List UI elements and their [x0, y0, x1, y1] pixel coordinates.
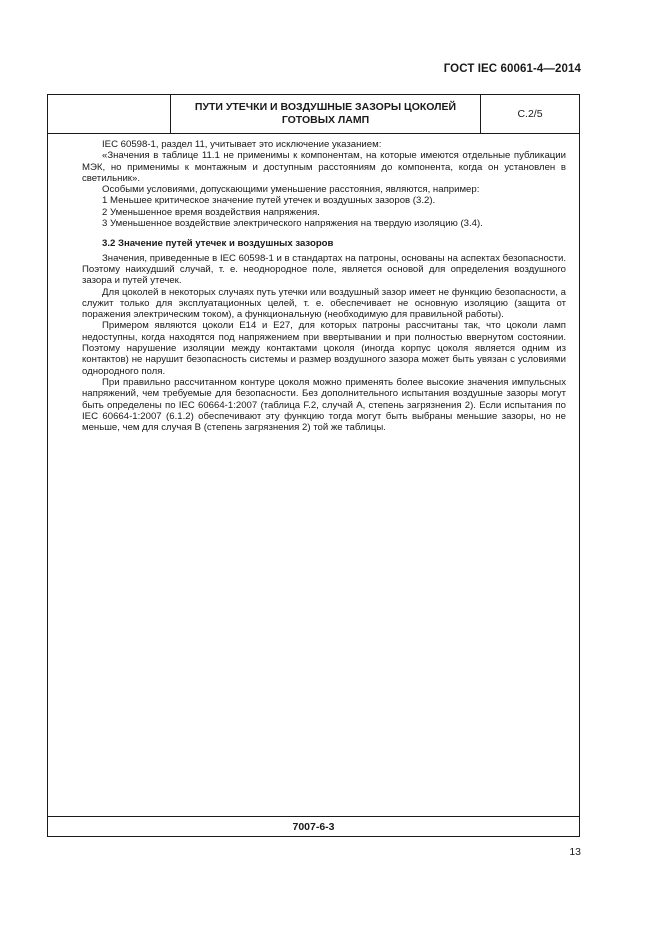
page-number: 13 — [569, 846, 581, 858]
paragraph: Для цоколей в некоторых случаях путь утечки или воздушный зазор имеет не функцию безопасности, а служит только для эксплуатационных целей, т. е. обеспечивает не основную изоляцию (защита от поражения электрическим током), а функциональную (необходимую для правильной работы). — [82, 286, 566, 321]
sheet-title — [171, 95, 481, 133]
sheet-title-line2: ГОТОВЫХ ЛАМП — [281, 114, 370, 126]
sheet-body — [82, 139, 566, 433]
paragraph-reference: IEC 60598-1, раздел 11, учитывает это исключение указанием: — [102, 139, 382, 150]
list-item: 1 Меньшее критическое значение путей утечек и воздушных зазоров (3.2). — [102, 195, 436, 207]
section-heading: 3.2 Значение путей утечек и воздушных зазоров — [102, 238, 334, 250]
paragraph: При правильно рассчитанном контуре цоколя можно применять более высокие значения импульсных напряжений, чем требуемые для безопасности. Без дополнительного испытания воздушные зазоры могут быть определены по IEC 60664-1:2007 (таблица F.2, случай А, степень загрязнения 2). Если испытания по IEC 60664-1:2007 (6.1.2) обеспечивают эту функцию тогда могут быть выбраны меньшие зазоры, но не меньше, чем для случая В (степень загрязнения 2) той же таблицы. — [82, 376, 566, 434]
list-item: 3 Уменьшенное воздействие электрического напряжения на твердую изоляцию (3.4). — [102, 218, 483, 230]
paragraph-conditions: Особыми условиями, допускающими уменьшение расстояния, являются, например: — [102, 184, 480, 196]
sheet-header — [48, 95, 579, 134]
sheet-footer: 7007-6-3 — [48, 816, 579, 836]
paragraph: Значения, приведенные в IEC 60598-1 и в стандартах на патроны, основаны на аспектах безопасности. Поэтому наихудший случай, т. е. неоднородное поле, является основой для определения воздушного зазора и путей утечек. — [82, 252, 566, 287]
paragraph: Примером являются цоколи E14 и E27, для которых патроны рассчитаны так, что цоколи ламп недоступны, когда находятся под напряжением при ввертывании и при полностью ввернутом состоянии. Поэтому нарушение изоляции между контактами цоколя (иногда корпус цоколя является одним из контактов) не нарушит безопасность системы и размер воздушного зазора может быть увязан с условиями однородного поля. — [82, 320, 566, 377]
document-code: ГОСТ IEC 60061-4—2014 — [443, 63, 581, 75]
sheet-frame — [47, 94, 580, 837]
list-item: 2 Уменьшенное время воздействия напряжения. — [102, 206, 320, 218]
sheet-title-line1: ПУТИ УТЕЧКИ И ВОЗДУШНЫЕ ЗАЗОРЫ ЦОКОЛЕЙ — [194, 101, 457, 113]
paragraph-quote: «Значения в таблице 11.1 не применимы к компонентам, на которые имеются отдельные публикации МЭК, но применимы к монтажным и доступным расстояниям до компонента, когда он установлен в светильник». — [82, 150, 566, 184]
sheet-number: С.2/5 — [517, 108, 543, 120]
header-empty-cell — [48, 95, 171, 133]
